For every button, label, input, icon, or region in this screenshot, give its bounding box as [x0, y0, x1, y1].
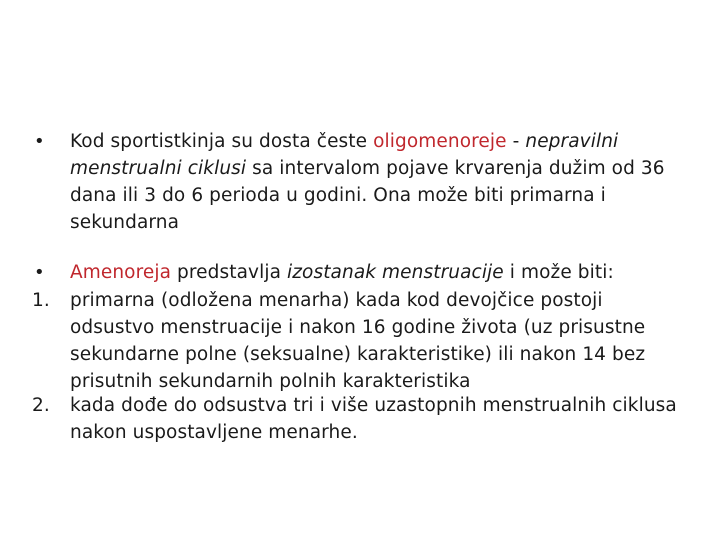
bullet-oligomenoreje: [32, 128, 692, 236]
text-run: kada dođe do odsustva tri i više uzastopnih menstrualnih ciklusa nakon uspostavljene menarhe.: [70, 395, 677, 443]
bullet-amenoreja: [32, 259, 692, 286]
numbered-item-1: [32, 287, 692, 395]
text-run: -: [506, 131, 526, 152]
text-run: primarna (odložena menarha) kada kod devojčice postoji odsustvo menstruacije i nakon 16 godine života (uz prisustne sekundarne polne (seksualne) karakteristike) ili nakon 14 bez prisutnih sekundarnih polnih karakteristika: [70, 290, 646, 392]
italic-definition: izostanak menstruacije: [287, 262, 504, 283]
bullet-text: [32, 259, 692, 286]
text-run: Kod sportistkinja su dosta česte: [70, 131, 374, 152]
number-marker: 2.: [32, 395, 50, 416]
bullet-marker: •: [34, 262, 45, 283]
numbered-text: [32, 392, 692, 446]
term-oligomenoreje: oligomenoreje: [373, 131, 507, 152]
numbered-text: [32, 287, 692, 395]
numbered-item-2: [32, 392, 692, 446]
text-run: predstavlja: [171, 262, 287, 283]
bullet-text: [32, 128, 692, 236]
text-run: sa intervalom pojave krvarenja dužim od 36 dana ili 3 do 6 perioda u godini. Ona može biti primarna i sekundarna: [70, 158, 665, 233]
text-run: i može biti:: [503, 262, 614, 283]
italic-definition: nepravilni menstrualni ciklusi: [70, 131, 619, 179]
number-marker: 1.: [32, 290, 50, 311]
bullet-marker: •: [34, 131, 45, 152]
term-amenoreja: Amenoreja: [70, 262, 172, 283]
